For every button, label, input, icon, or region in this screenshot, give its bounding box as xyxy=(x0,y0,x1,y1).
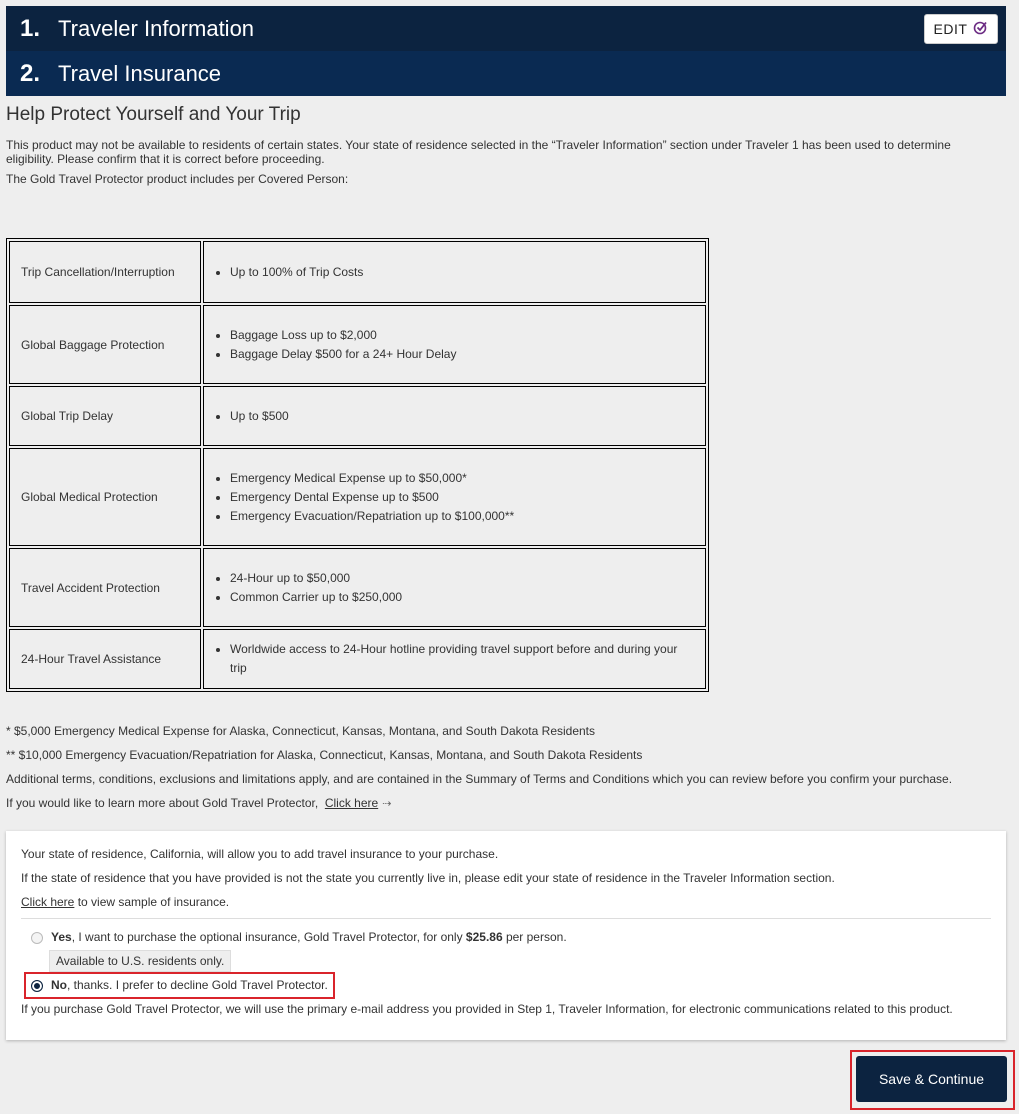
coverage-item: • Emergency Medical Expense up to $50,000* xyxy=(230,469,695,488)
table-row xyxy=(9,548,706,627)
sample-line xyxy=(21,895,229,909)
sample-text: to view sample of insurance. xyxy=(74,895,230,909)
edit-label: EDIT xyxy=(933,21,968,37)
coverage-label: Travel Accident Protection xyxy=(9,548,201,627)
edit-button[interactable] xyxy=(924,14,998,44)
decline-radio[interactable] xyxy=(31,980,43,992)
learn-more-link[interactable]: Click here xyxy=(324,796,379,810)
coverage-table xyxy=(6,238,709,692)
no-label: No xyxy=(51,978,67,992)
divider xyxy=(21,918,991,919)
coverage-item: • Up to $500 xyxy=(230,407,695,426)
coverage-label: Global Trip Delay xyxy=(9,386,201,446)
accept-insurance-option[interactable] xyxy=(31,930,567,944)
footnotes xyxy=(6,719,1006,816)
step-title: Travel Insurance xyxy=(58,60,222,86)
check-circle-icon xyxy=(973,20,988,38)
coverage-item: • Common Carrier up to $250,000 xyxy=(230,588,695,607)
save-highlight xyxy=(850,1050,1015,1110)
table-row xyxy=(9,305,706,384)
coverage-item: • Baggage Loss up to $2,000 xyxy=(230,326,695,345)
coverage-item: • Emergency Dental Expense up to $500 xyxy=(230,488,695,507)
state-message: Your state of residence, California, will allow you to add travel insurance to your purchase. xyxy=(21,847,499,861)
us-residents-badge: Available to U.S. residents only. xyxy=(49,950,231,972)
email-message: If you purchase Gold Travel Protector, we will use the primary e-mail address you provided in Step 1, Traveler Information, for electronic communications related to this product. xyxy=(21,1002,953,1016)
step-1-header xyxy=(6,6,1006,51)
decline-insurance-option[interactable] xyxy=(31,978,328,992)
coverage-item: • Up to 100% of Trip Costs xyxy=(230,263,695,282)
footnote-medical: * $5,000 Emergency Medical Expense for Alaska, Connecticut, Kansas, Montana, and South Dakota Residents xyxy=(6,724,596,738)
price: $25.86 xyxy=(465,930,503,944)
insurance-option-panel xyxy=(6,831,1006,1040)
table-row xyxy=(9,386,706,446)
table-row xyxy=(9,448,706,546)
yes-label: Yes xyxy=(51,930,72,944)
coverage-label: Global Medical Protection xyxy=(9,448,201,546)
learn-more-line xyxy=(6,791,1006,816)
per-person-text: per person. xyxy=(502,930,567,944)
terms-text: Additional terms, conditions, exclusions and limitations apply, and are contained in the Summary of Terms and Conditions which you can review before you confirm your purchase. xyxy=(6,772,953,786)
step-number: 2. xyxy=(20,59,41,87)
coverage-label: Global Baggage Protection xyxy=(9,305,201,384)
eligibility-text: This product may not be available to residents of certain states. Your state of residence selected in the “Traveler Information” section under Traveler 1 has been used to determine eligibility. Please confirm that it is correct before proceeding. xyxy=(6,138,951,166)
save-continue-button[interactable]: Save & Continue xyxy=(856,1056,1007,1102)
step-2-header xyxy=(6,51,1006,96)
section-heading: Help Protect Yourself and Your Trip xyxy=(6,104,301,125)
footnote-evacuation: ** $10,000 Emergency Evacuation/Repatriation for Alaska, Connecticut, Kansas, Montana, and South Dakota Residents xyxy=(6,748,643,762)
accept-radio[interactable] xyxy=(31,932,43,944)
step-number: 1. xyxy=(20,14,41,42)
coverage-label: 24-Hour Travel Assistance xyxy=(9,629,201,689)
arrow-right-icon: ⇢ xyxy=(382,798,392,810)
no-text: , thanks. I prefer to decline Gold Travel Protector. xyxy=(67,978,328,992)
table-row xyxy=(9,241,706,303)
step-title: Traveler Information xyxy=(58,15,255,41)
edit-state-message: If the state of residence that you have provided is not the state you currently live in, please edit your state of residence in the Traveler Information section. xyxy=(21,871,835,885)
sample-insurance-link[interactable]: Click here xyxy=(21,895,75,909)
coverage-item: • Worldwide access to 24-Hour hotline providing travel support before and during your trip xyxy=(230,640,695,678)
coverage-item: • Baggage Delay $500 for a 24+ Hour Delay xyxy=(230,345,695,364)
table-row xyxy=(9,629,706,689)
yes-text: , I want to purchase the optional insurance, Gold Travel Protector, for only xyxy=(71,930,466,944)
coverage-item: • 24-Hour up to $50,000 xyxy=(230,569,695,588)
coverage-item: • Emergency Evacuation/Repatriation up to $100,000** xyxy=(230,507,695,526)
intro-text xyxy=(6,138,996,192)
includes-text: The Gold Travel Protector product includes per Covered Person: xyxy=(6,172,349,186)
learn-more-text: If you would like to learn more about Gold Travel Protector, xyxy=(6,796,319,810)
coverage-label: Trip Cancellation/Interruption xyxy=(9,241,201,303)
